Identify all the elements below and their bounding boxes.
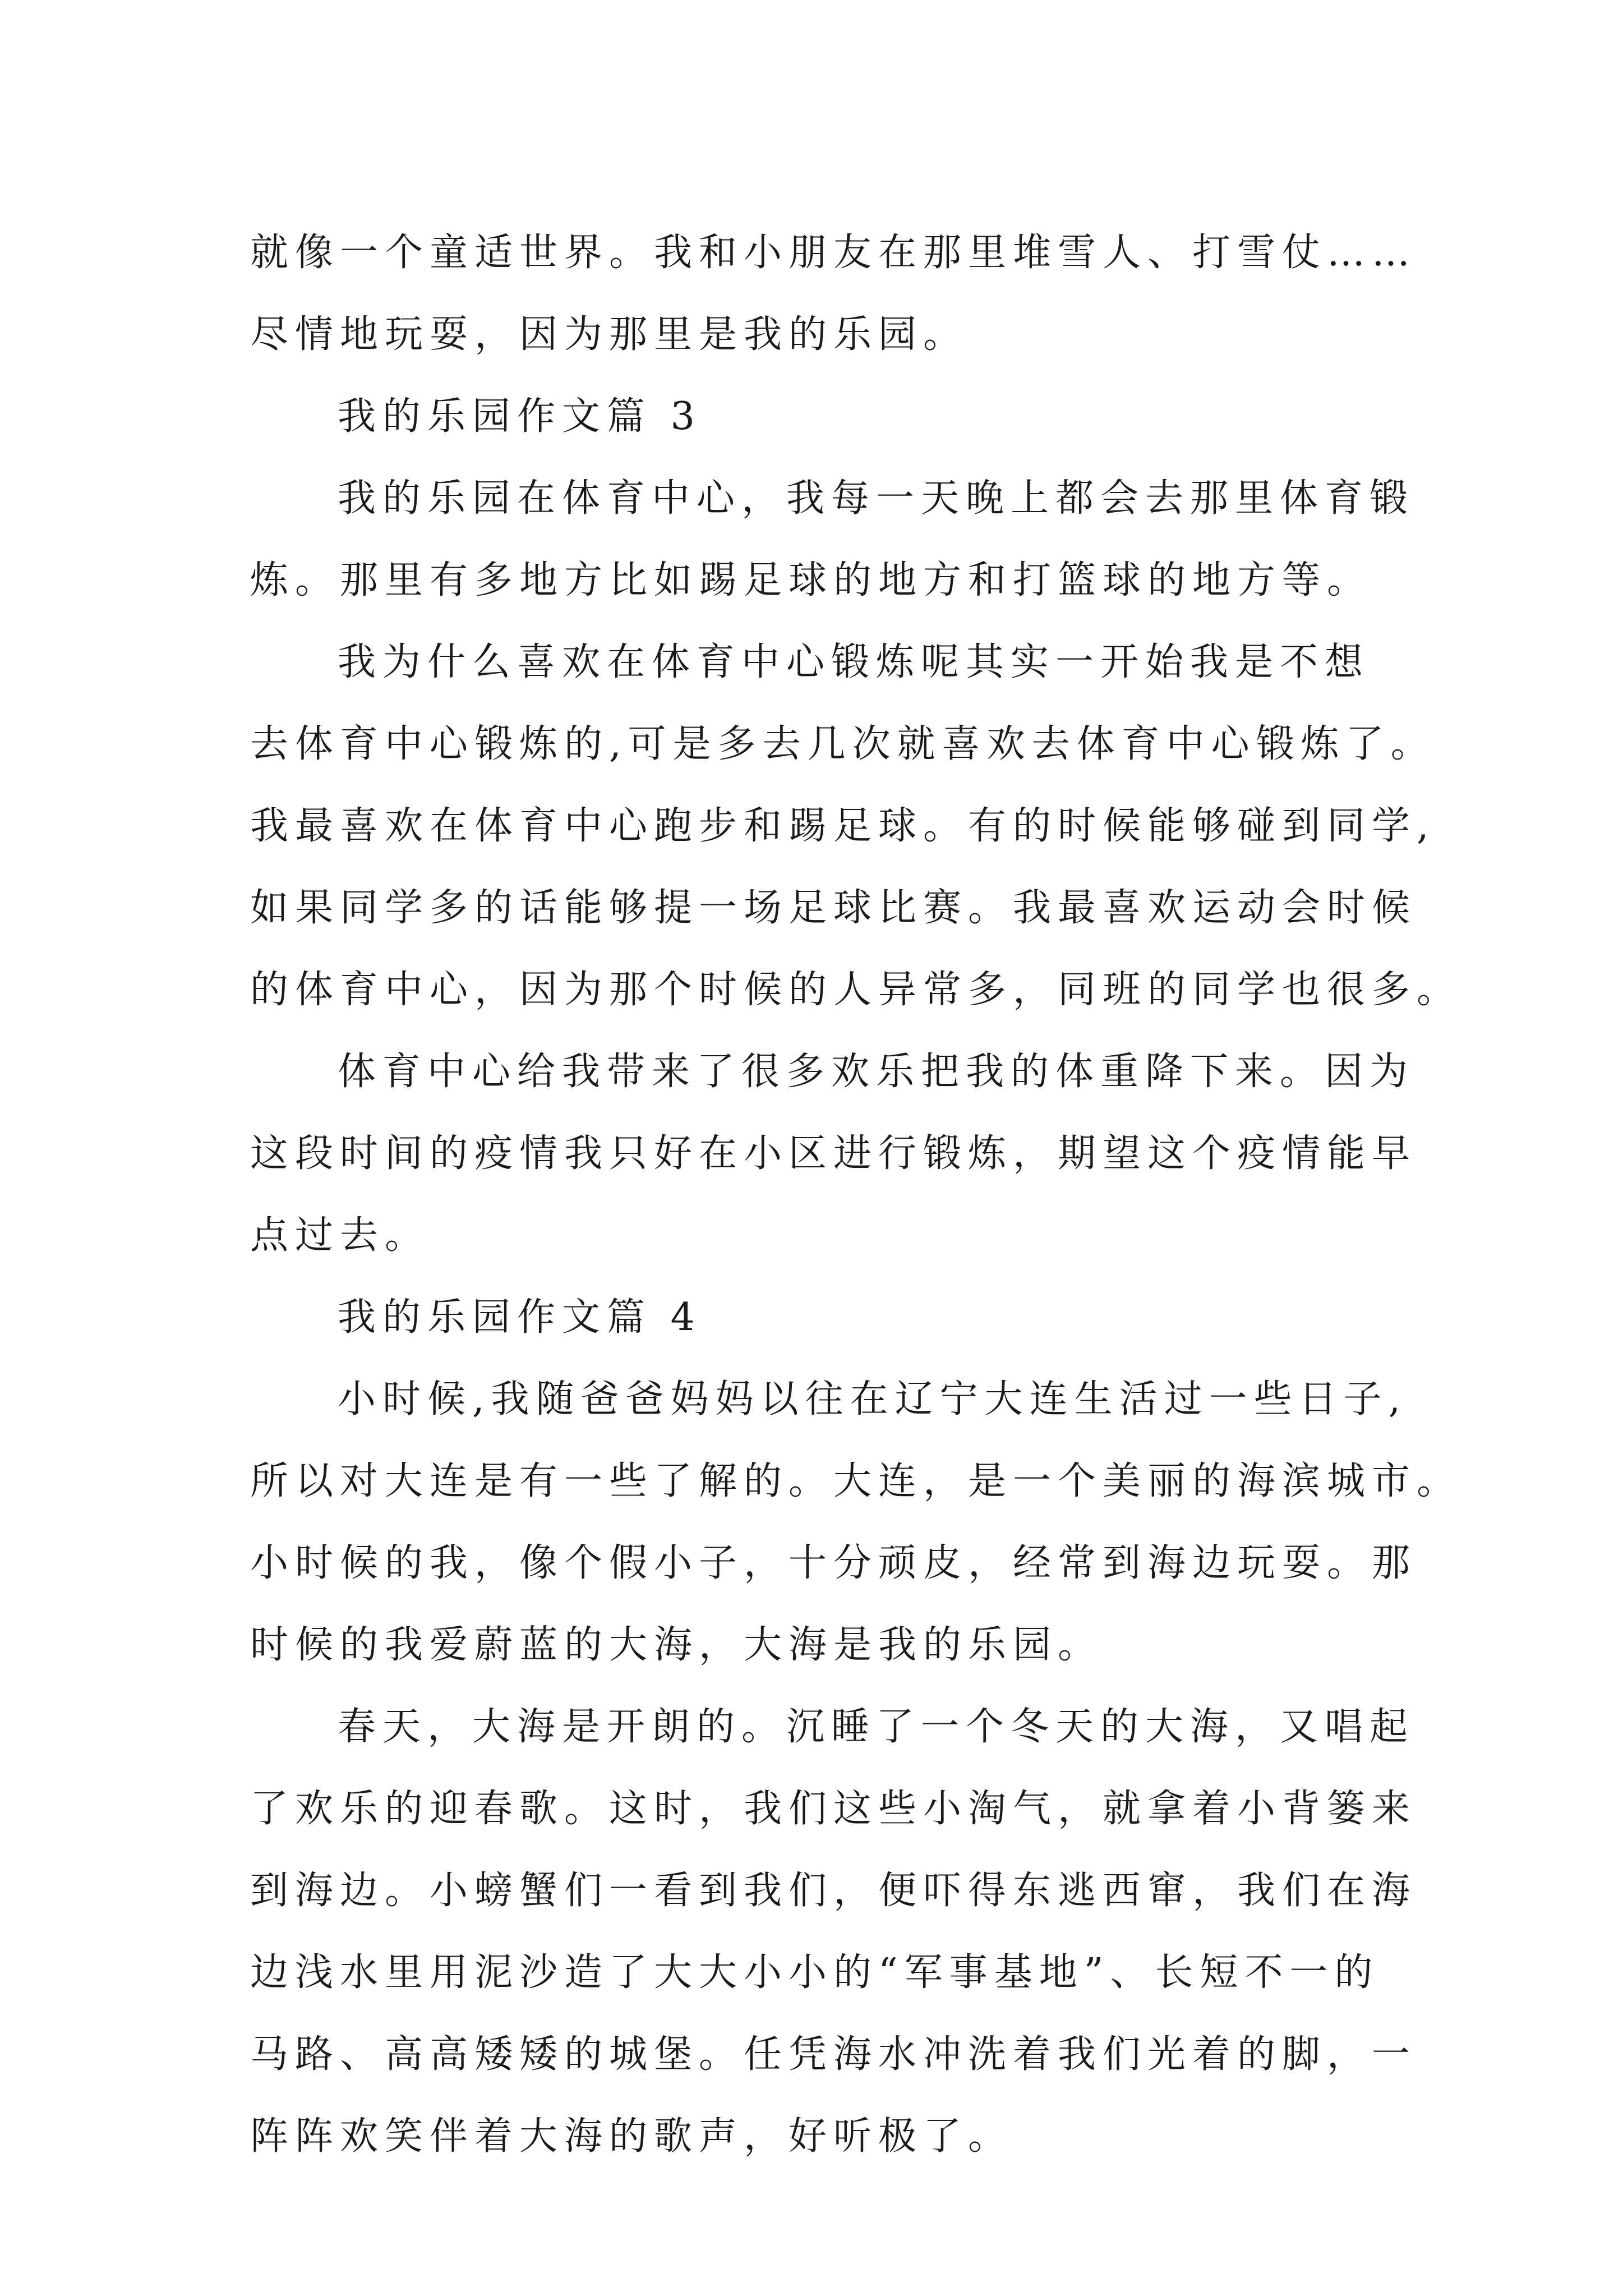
text-line: 去体育中心锻炼的,可是多去几次就喜欢去体育中心锻炼了。 (250, 722, 1436, 766)
text-line: 我的乐园在体育中心，我每一天晚上都会去那里体育锻 (338, 476, 1415, 521)
text-line: 小时候的我，像个假小子，十分顽皮，经常到海边玩耍。那 (250, 1541, 1417, 1585)
text-line: 点过去。 (250, 1213, 430, 1258)
document-page (250, 212, 1462, 2178)
text-line: 时候的我爱蔚蓝的大海，大海是我的乐园。 (250, 1623, 1103, 1667)
text-line: 的体育中心，因为那个时候的人异常多，同班的同学也很多。 (250, 968, 1462, 1012)
text-line: 我最喜欢在体育中心跑步和踢足球。有的时候能够碰到同学, (250, 804, 1436, 848)
text-line: 阵阵欢笑伴着大海的歌声，好听极了。 (250, 2114, 1013, 2159)
text-line: 边浅水里用泥沙造了大大小小的“军事基地”、长短不一的 (250, 1950, 1380, 1995)
text-line: 马路、高高矮矮的城堡。任凭海水冲洗着我们光着的脚，一 (250, 2032, 1417, 2077)
section-heading: 我的乐园作文篇 4 (338, 1295, 702, 1340)
text-line: 到海边。小螃蟹们一看到我们，便吓得东逃西窜，我们在海 (250, 1869, 1417, 1913)
text-line: 我为什么喜欢在体育中心锻炼呢其实一开始我是不想 (338, 640, 1370, 684)
section-heading: 我的乐园作文篇 3 (338, 394, 702, 439)
text-line: 了欢乐的迎春歌。这时，我们这些小淘气，就拿着小背篓来 (250, 1787, 1417, 1831)
text-line: 小时候,我随爸爸妈妈以往在辽宁大连生活过一些日子, (338, 1377, 1408, 1421)
text-line: 春天，大海是开朗的。沉睡了一个冬天的大海，又唱起 (338, 1705, 1415, 1749)
text-line: 如果同学多的话能够提一场足球比赛。我最喜欢运动会时候 (250, 886, 1417, 930)
text-line: 所以对大连是有一些了解的。大连，是一个美丽的海滨城市。 (250, 1459, 1462, 1503)
text-line: 这段时间的疫情我只好在小区进行锻炼，期望这个疫情能早 (250, 1131, 1417, 1176)
text-line: 体育中心给我带来了很多欢乐把我的体重降下来。因为 (338, 1050, 1415, 1094)
text-line: 就像一个童适世界。我和小朋友在那里堆雪人、打雪仗…… (250, 231, 1417, 275)
text-line: 炼。那里有多地方比如踢足球的地方和打篮球的地方等。 (250, 558, 1372, 602)
text-line: 尽情地玩耍，因为那里是我的乐园。 (250, 312, 969, 357)
